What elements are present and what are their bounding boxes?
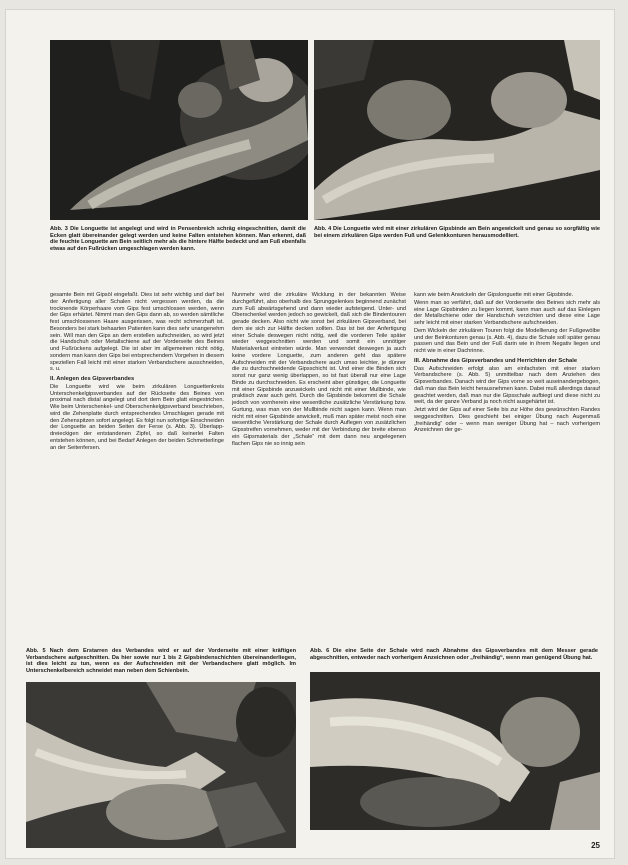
- magazine-page: [6, 10, 614, 858]
- col3-heading: III. Abnahme des Gipsverbandes und Herrichten der Schale: [414, 357, 578, 364]
- col1-paragraph-1: gesamte Bein mit Gipsöl eingefaßt. Dies ist sehr wichtig und darf bei der Anfertigung aller Schalen nicht vergessen werden, da die trocknende Körperhaare vom Gips fest umschlossen werden, wenn der Gips erhärtet. Nimmt man den Gips dann ab, so werden sämtliche fest umschlossenen Haare ausgerissen, was recht schmerzhaft ist. Besonders bei stark behaarten Patienten kann dies sehr unangenehm sein. Will man den Gips an dem erstellen aufschneiden, so wird jetzt die Handschuh oder Metallschiene auf der Vorderseite des Beines und Fußrückens aufgelegt. Die ist aber im allgemeinen nicht nötig, sondern man kann den Gips bei entsprechendem Vorgehen in diesem speziellen Fall leicht mit einer starken Verbandschere ausschneiden, s. u.: [50, 292, 224, 373]
- caption-fig6: Abb. 6 Die eine Seite der Schale wird nach Abnahme des Gipsverbandes mit dem Messer gerade abgeschnitten, entweder nach vorherigem Anzeichnen oder „freihändig“, wenn man genügend Übung hat.: [310, 648, 598, 661]
- photo-fig4-image: [314, 40, 600, 220]
- text-column-3: [414, 292, 600, 435]
- col1-paragraph-2: Die Longuette wird wie beim zirkulären Longuettenkreis Unterschenkelgipsverbandes auf der Rückseite des Beines von proximal nach distal angelegt und dort dem Bein glatt eingestrichen. Wie beim Unterschenkel- und Oberschenkelgipsverband beschrieben, wird die Zehenplatte durch entsprechendes Umschlagen gerade mit den Zehenspitzen sofort angelegt. Es folgt nun sofortige Einschneiden der Longuette an beiden Seiten der Ferse (s. Abb. 3). Überlapp-dreieckigen der entstandenen Zipfel, so daß keinerlei Falten entstehen können, und bei Bedarf Anlegen der beiden Schmetterlinge an der Seitenfersen.: [50, 383, 224, 451]
- text-column-1: [50, 292, 224, 452]
- col3-paragraph-4: Das Aufschneiden erfolgt also am einfachsten mit einer starken Verbandschere (s. Abb. 5) unmittelbar nach dem Anziehen des Gipsverbandes. Danach wird der Gips vorne so weit auseinandergebogen, daß man das Bein leicht herausnehmen kann. Dabei muß allerdings darauf geachtet werden, daß man nur die Gipsschale aufbiegt und diese nicht zu weit, da der ganze Verband ja noch nicht ausgehärtet ist.: [414, 365, 600, 406]
- photo-fig5: [26, 682, 296, 848]
- photo-fig6-image: [310, 672, 600, 830]
- col3-paragraph-1: kann wie beim Anwickeln der Gipslonguette mit einer Gipsbinde.: [414, 292, 574, 298]
- photo-fig3-image: [50, 40, 308, 220]
- photo-fig5-image: [26, 682, 296, 848]
- col3-paragraph-2: Wenn man so verfährt, daß auf der Vorderseite des Beines sich mehr als eine Lage Gipsbinden zu liegen kommt, kann man auch auf das Einlegen der Metallschiene oder der Handschuh verzichten und diese eine Lage sehr leicht mit einer starken Verbandschere aufschneiden.: [414, 299, 600, 326]
- page-number: 25: [591, 841, 600, 850]
- caption-fig3: Abb. 3 Die Longuette ist angelegt und wird in Pensenbreich schräg eingeschnitten, damit die Ecken glatt übereinander gelegt werden und keine Falten entstehen können. Man erkennt, daß die feuchte Longuette am Bein seitlich mehr als die hintere Hälfte bedeckt und am Fuß ebenfalls etwas auf den Fußrücken umgeschlagen werden kann.: [50, 226, 306, 252]
- photo-fig4: [314, 40, 600, 220]
- text-column-2: [232, 292, 406, 448]
- col3-paragraph-3: Dem Wickeln der zirkulären Touren folgt die Modellierung der Fußgewölbe und der Beinkonturen genau (s. Abb. 4), dazu die Schale soll später genau passen und das Bein und der Fuß darin wie in ihrem Negativ liegen und nicht wie in einer Dachrinne.: [414, 327, 600, 354]
- col3-paragraph-5: Jetzt wird der Gips auf einer Seite bis zur Höhe des gewünschten Randes weggeschnitten. Dies geschieht bei einiger Übung nach Augenmaß „freihändig“ oder – wenn man weniger Übung hat – nach vorherigem Anzeichnen der ge-: [414, 407, 600, 434]
- col1-heading-2: II. Anlegen des Gipsverbandes: [50, 376, 135, 382]
- photo-fig6: [310, 672, 600, 830]
- col2-paragraph-1: Nunmehr wird die zirkuläre Wicklung in der bekannten Weise durchgeführt, also oberhalb des Sprunggelenkes beginnend zunächst zum Fuß abwärtsgehend und dann wieder aufsteigend. Unter- und Oberschenkel werden jedoch so gewickelt, daß sich die Bindentouren gerade decken. Also nicht wie sonst bei zirkulären Gipsverband, bei dem sie sich zur Hälfte decken sollten. Das ist bei der Anfertigung einer Schale deswegen nicht nötig, weil die vorderen Teile später wieder weggeschnitten werden und somit ein unnötiger Materialverlust eintreten würde. Man verwendet deswegen ja auch keine vordere Longuette, zum anderen geht das spätere Aufschneiden mit der Verbandschere auch umso leichter, je dünner die zu durchschneidende Gipsschicht ist. Und einer die Binden sich sonst nur ganz wenig überlappen, so ist fast überall nur eine Lage Binde zu durchschneiden. Es erscheint aber günstiger, die Longuette mit einer Gipsbinde anzuwickeln und nicht mit einer Mullbinde, wie praktisch zwar auch geht. Durch die Gipsbinde bekommt die Schale jedoch von vornherein eine wesentliche zusätzliche Verstärkung bzw. Gurtung, was man von der Mullbinde nicht sagen kann. Wenn man nicht mit einer Gipsbinde anwickelt, muß man später meist noch eine wesentliche Verstärkung der Schale durch Auflegen von zusätzlichen Gipsstreifen vornehmen, weder mit der Verbindung der breite ebenso ein Gipsmaterials der „Schale“ mit dem dann neu angelegenen flachen Gips nie so innig sein: [232, 292, 406, 447]
- photo-fig3: [50, 40, 308, 220]
- caption-fig5: Abb. 5 Nach dem Erstarren des Verbandes wird er auf der Vorderseite mit einer kräftigen Verbandschere aufgeschnitten. Da hier sowie nur 1 bis 2 Gipsbindenschichten übereinanderliegen, ist dies leicht zu tun, wenn es der Aufschneiden mit der Verbandschere glatt möglich. Im Unterschenkelbereich schneidet man neben dem Schienbein.: [26, 648, 296, 674]
- caption-fig4: Abb. 4 Die Longuette wird mit einer zirkulären Gipsbinde am Bein angewickelt und genau so sorgfältig wie bei einem zirkulären Gips werden Fuß und Gelenkkonturen herausmodelliert.: [314, 226, 600, 239]
